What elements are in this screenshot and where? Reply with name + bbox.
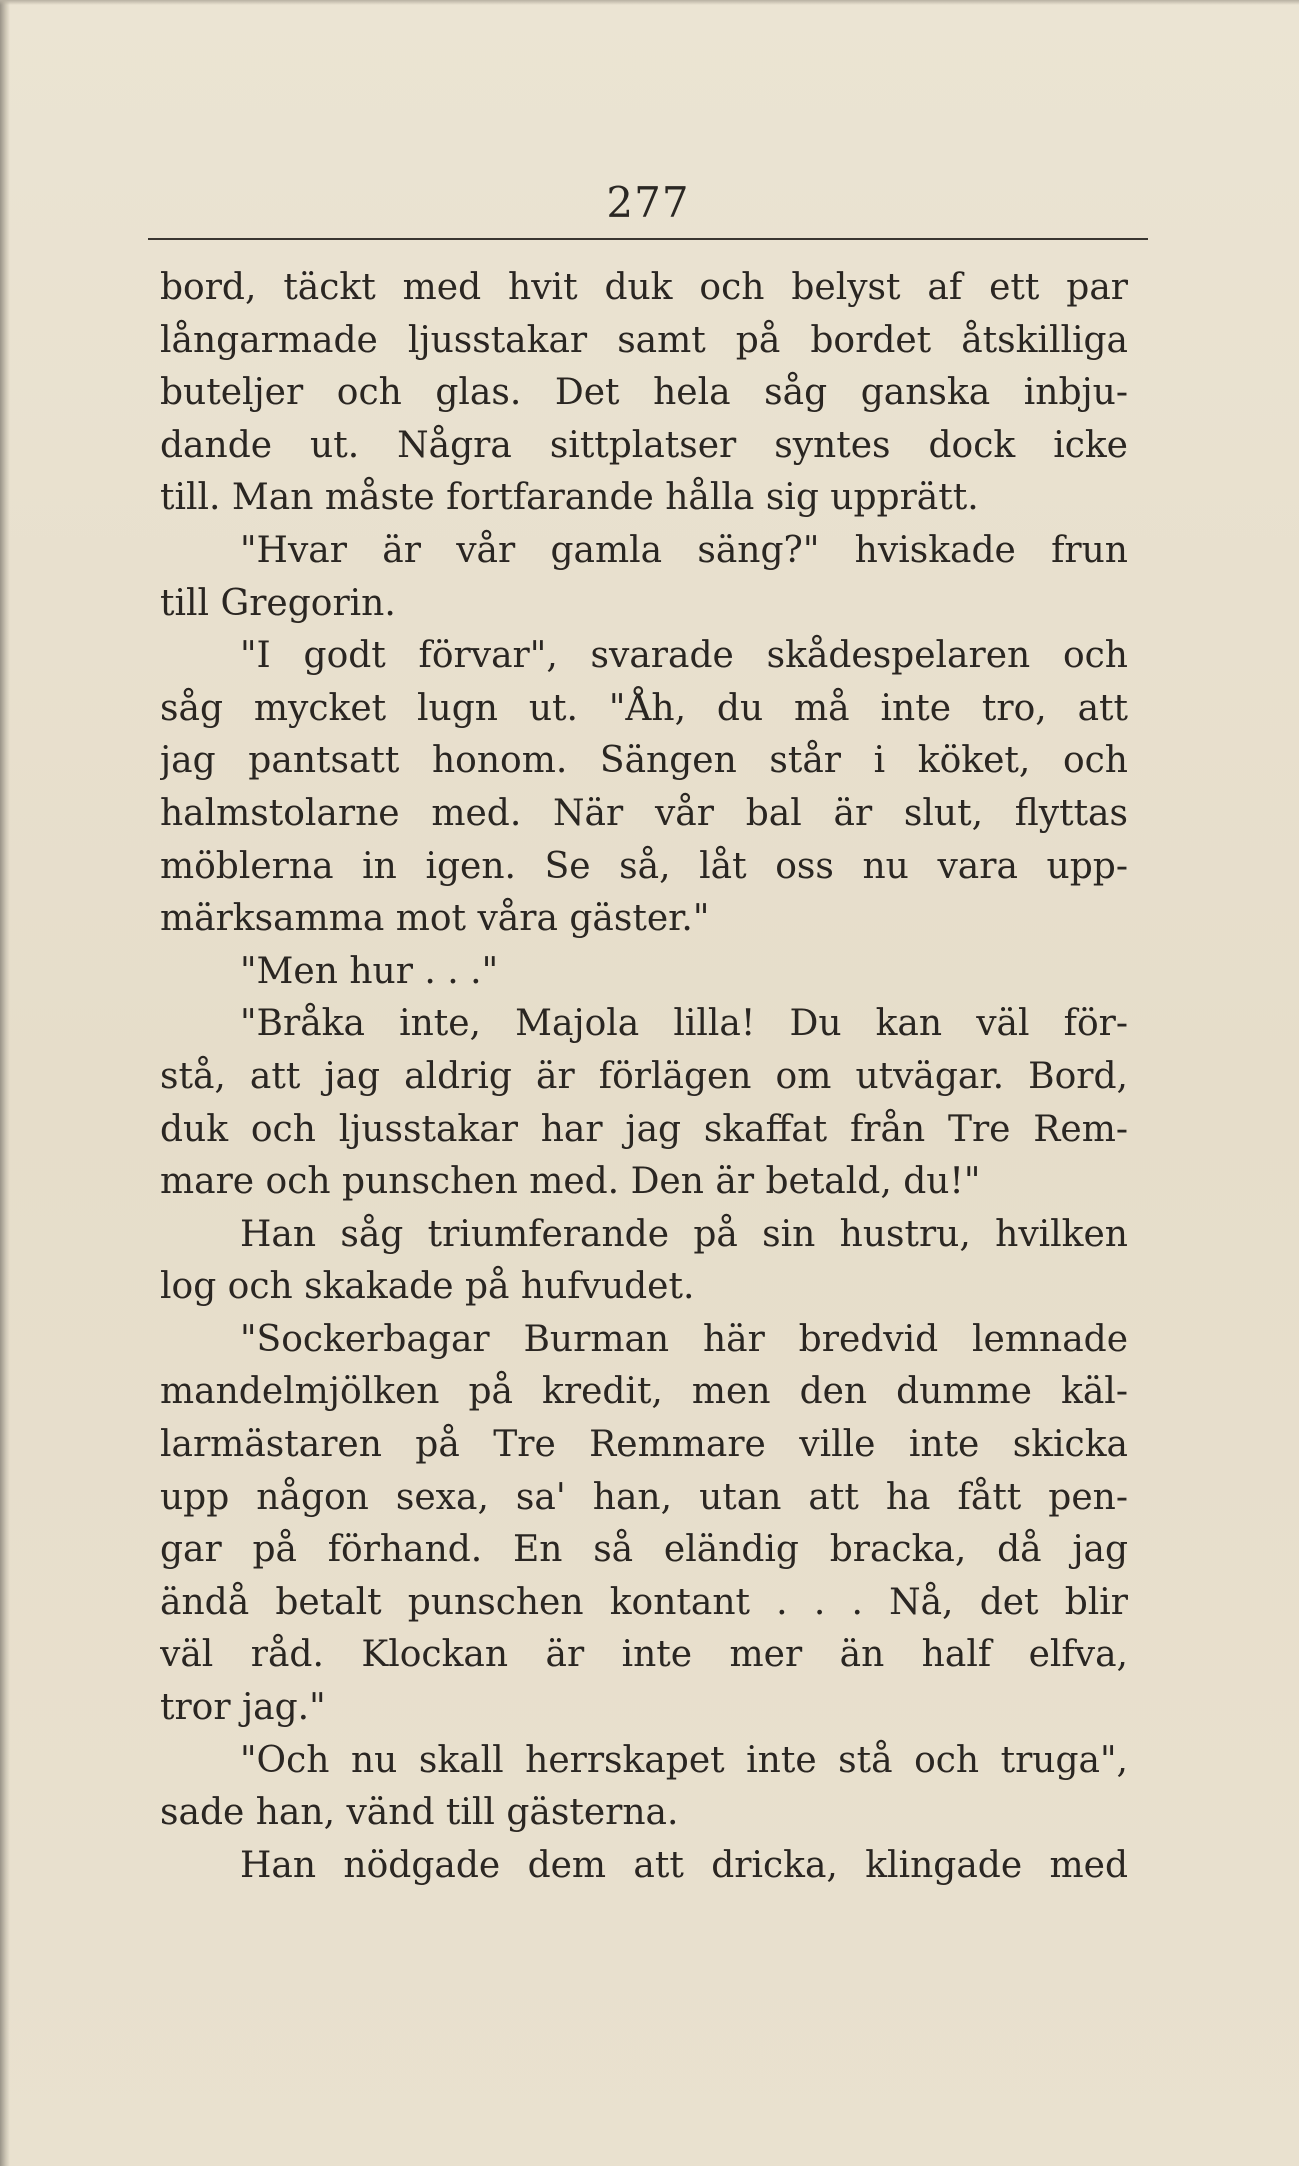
text-line: dande ut. Några sittplatser syntes dock icke xyxy=(160,424,1128,466)
text-line: mare och punschen med. Den är betald, du!" xyxy=(160,1161,981,1203)
text-line: "Och nu skall herrskapet inte stå och truga", xyxy=(240,1739,1128,1781)
header-rule xyxy=(148,238,1148,240)
text-line: "Hvar är vår gamla säng?" hviskade frun xyxy=(240,529,1128,571)
text-line: jag pantsatt honom. Sängen står i köket, och xyxy=(160,740,1128,782)
text-line: "Bråka inte, Majola lilla! Du kan väl för- xyxy=(240,1003,1128,1045)
text-line: duk och ljusstakar har jag skaffat från Tre Rem- xyxy=(160,1108,1128,1150)
body-text xyxy=(160,262,1128,1892)
text-line: mandelmjölken på kredit, men den dumme käl- xyxy=(160,1371,1128,1413)
text-line: sade han, vänd till gästerna. xyxy=(160,1792,679,1834)
text-line: bord, täckt med hvit duk och belyst af ett par xyxy=(160,267,1128,308)
text-line: ändå betalt punschen kontant . . . Nå, det blir xyxy=(160,1581,1128,1623)
text-line: till. Man måste fortfarande hålla sig upprätt. xyxy=(160,477,979,519)
text-line: till Gregorin. xyxy=(160,582,396,624)
text-line: möblerna in igen. Se så, låt oss nu vara upp- xyxy=(160,845,1128,887)
text-line: Han såg triumferande på sin hustru, hvilken xyxy=(240,1213,1128,1255)
running-head xyxy=(148,178,1148,244)
page-binding-shadow xyxy=(0,0,10,2166)
page-top-shadow xyxy=(0,0,1299,5)
text-line: "I godt förvar", svarade skådespelaren och xyxy=(240,635,1128,677)
text-line: upp någon sexa, sa' han, utan att ha fått pen- xyxy=(160,1476,1128,1518)
text-line: väl råd. Klockan är inte mer än half elfva, xyxy=(160,1634,1128,1676)
text-line: larmästaren på Tre Remmare ville inte skicka xyxy=(160,1424,1128,1466)
text-line: halmstolarne med. När vår bal är slut, flyttas xyxy=(160,792,1128,834)
text-line: buteljer och glas. Det hela såg ganska inbju- xyxy=(160,372,1128,414)
text-line: såg mycket lugn ut. "Åh, du må inte tro, att xyxy=(160,687,1128,729)
text-line: märksamma mot våra gäster." xyxy=(160,898,710,940)
text-line: gar på förhand. En så eländig bracka, då jag xyxy=(160,1529,1128,1571)
text-line: långarmade ljusstakar samt på bordet åtskilliga xyxy=(160,319,1128,361)
text-line: "Men hur . . ." xyxy=(240,950,499,992)
page-number: 277 xyxy=(606,178,690,227)
text-line: log och skakade på hufvudet. xyxy=(160,1266,695,1308)
text-line: "Sockerbagar Burman här bredvid lemnade xyxy=(240,1318,1128,1360)
text-line: stå, att jag aldrig är förlägen om utvägar. Bord, xyxy=(160,1055,1128,1097)
text-line: Han nödgade dem att dricka, klingade med xyxy=(240,1844,1128,1886)
text-line: tror jag." xyxy=(160,1687,326,1729)
